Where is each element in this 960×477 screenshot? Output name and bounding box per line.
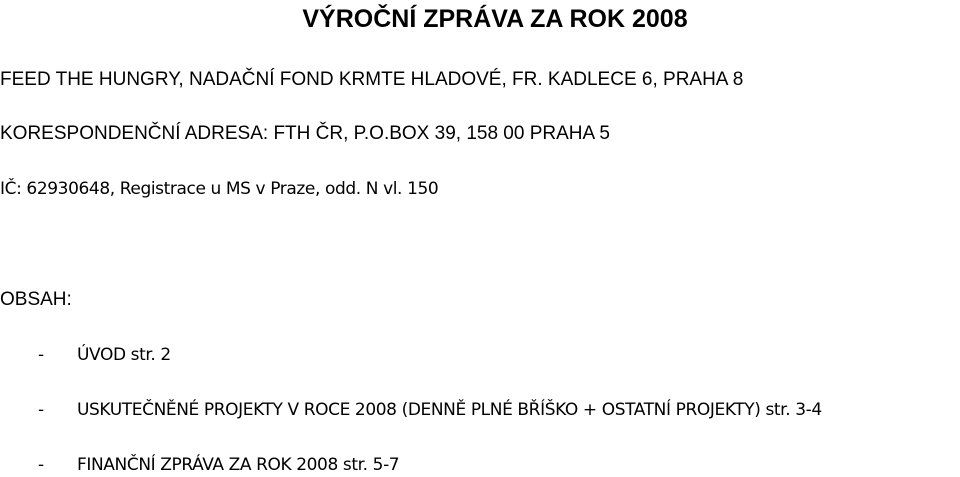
address-line: FEED THE HUNGRY, NADAČNÍ FOND KRMTE HLADOVÉ, FR. KADLECE 6, PRAHA 8 xyxy=(0,69,744,90)
document-title: VÝROČNÍ ZPRÁVA ZA ROK 2008 xyxy=(302,5,688,33)
registration-line: IČ: 62930648, Registrace u MS v Praze, odd. N vl. 150 xyxy=(0,179,439,199)
list-bullet: - xyxy=(38,345,44,365)
list-bullet: - xyxy=(38,455,44,475)
contents-item-label: USKUTEČNĚNÉ PROJEKTY V ROCE 2008 (DENNĚ PLNÉ BŘÍŠKO + OSTATNÍ PROJEKTY) str. 3-4 xyxy=(77,400,822,420)
contents-item-label: FINANČNÍ ZPRÁVA ZA ROK 2008 str. 5-7 xyxy=(77,455,400,475)
contents-item-label: ÚVOD str. 2 xyxy=(77,345,171,365)
contents-heading: OBSAH: xyxy=(0,289,72,310)
list-bullet: - xyxy=(38,400,44,420)
correspondence-address-line: KORESPONDENČNÍ ADRESA: FTH ČR, P.O.BOX 39, 158 00 PRAHA 5 xyxy=(0,123,610,144)
